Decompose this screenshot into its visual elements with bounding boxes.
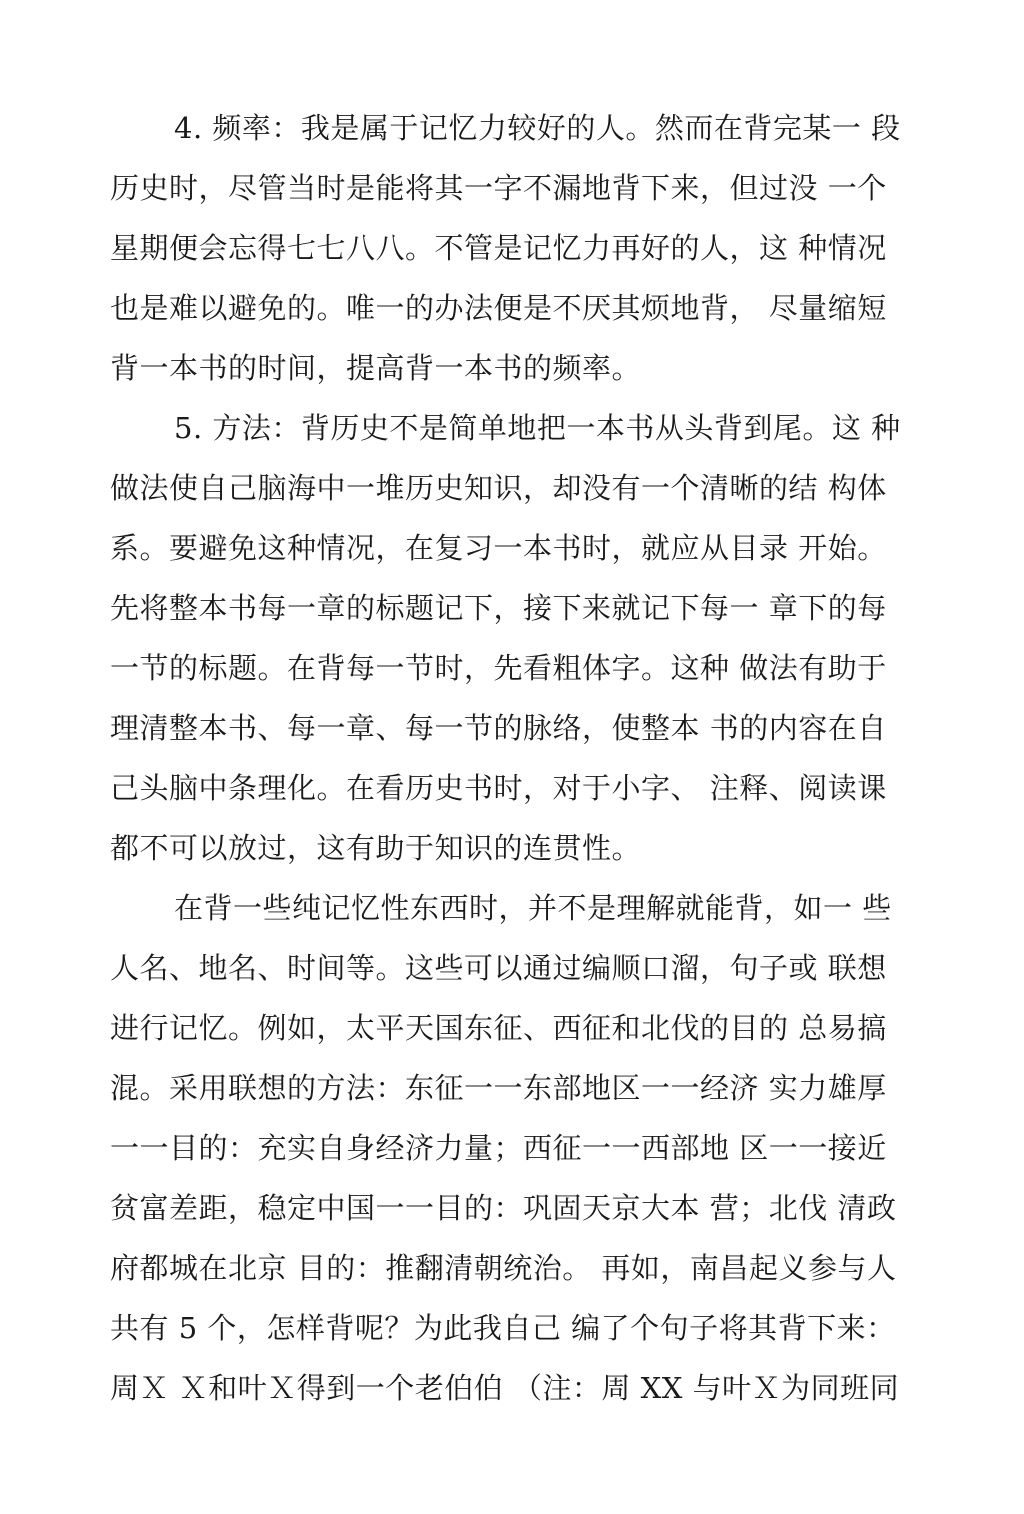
- paragraph-method: [110, 398, 910, 878]
- paragraph-memorization: [110, 878, 910, 1418]
- text-line: 己头脑中条理化。在看历史书时，对于小字、 注释、阅读课: [110, 771, 887, 805]
- text-line: 也是难以避免的。唯一的办法便是不厌其烦地背， 尽量缩短: [110, 291, 887, 325]
- text-line: 一节的标题。在背每一节时，先看粗体字。这种 做法有助于: [110, 651, 887, 685]
- text-line: 进行记忆。例如，太平天国东征、西征和北伐的目的 总易搞: [110, 1011, 887, 1045]
- text-line: 共有 5 个，怎样背呢？为此我自己 编了个句子将其背下来：: [110, 1311, 896, 1345]
- text-line: 府都城在北京 目的：推翻清朝统治。 再如，南昌起义参与人: [110, 1251, 897, 1285]
- text-line: 贫富差距，稳定中国一一目的：巩固天京大本 营；北伐 清政: [110, 1191, 897, 1225]
- text-line: 4. 频率：我是属于记忆力较好的人。然而在背完某一 段: [174, 111, 901, 145]
- text-line: 背一本书的时间，提高背一本书的频率。: [110, 351, 642, 385]
- text-line: 历史时，尽管当时是能将其一字不漏地背下来，但过没 一个: [110, 171, 887, 205]
- text-line: 理清整本书、每一章、每一节的脉络，使整本 书的内容在自: [110, 711, 887, 745]
- text-line: 周Ｘ Ｘ和叶Ｘ得到一个老伯伯 （注：周 XX 与叶Ｘ为同班同: [110, 1371, 900, 1405]
- text-line: 混。采用联想的方法：东征一一东部地区一一经济 实力雄厚: [110, 1071, 887, 1105]
- text-line: 人名、地名、时间等。这些可以通过编顺口溜，句子或 联想: [110, 951, 887, 985]
- text-line: 一一目的：充实自身经济力量；西征一一西部地 区一一接近: [110, 1131, 887, 1165]
- body-text: [110, 98, 910, 1418]
- text-line: 星期便会忘得七七八八。不管是记忆力再好的人，这 种情况: [110, 231, 887, 265]
- text-line: 做法使自己脑海中一堆历史知识，却没有一个清晰的结 构体: [110, 471, 887, 505]
- text-line: 在背一些纯记忆性东西时，并不是理解就能背，如一 些: [174, 891, 892, 925]
- text-line: 5. 方法：背历史不是简单地把一本书从头背到尾。这 种: [174, 411, 901, 445]
- text-line: 都不可以放过，这有助于知识的连贯性。: [110, 831, 642, 865]
- paragraph-frequency: [110, 98, 910, 398]
- text-line: 系。要避免这种情况，在复习一本书时，就应从目录 开始。: [110, 531, 887, 565]
- text-line: 先将整本书每一章的标题记下，接下来就记下每一 章下的每: [110, 591, 887, 625]
